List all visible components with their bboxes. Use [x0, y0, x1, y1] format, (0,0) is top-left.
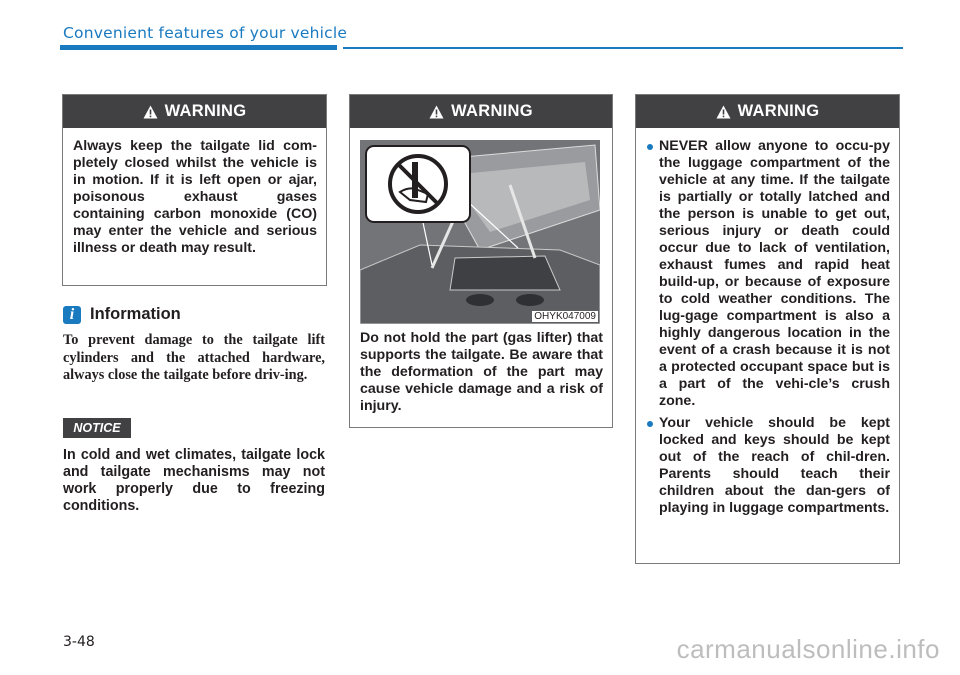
warning-text: Always keep the tailgate lid com-pletely closed whilst the vehicle is in motion. If it is left open or ajar, poisonous exhaust gases containing carbon monoxide (CO) may enter the vehicle and serious illness or death may result.	[73, 138, 317, 256]
notice-label: NOTICE	[63, 418, 131, 438]
warning-header	[350, 95, 612, 128]
information-icon: i	[63, 306, 81, 324]
warning-triangle-icon	[143, 105, 158, 119]
warning-label: WARNING	[164, 102, 247, 120]
warning-bullets	[636, 128, 899, 532]
warning-header	[63, 95, 326, 128]
warning-header	[636, 95, 899, 128]
tailgate-illustration	[360, 140, 600, 324]
bullet-item: Your vehicle should be kept locked and keys should be kept out of the reach of chil-dren. Parents should teach their children about the dan-gers of playing in luggage compartments.	[646, 415, 890, 517]
warning-box-luggage	[635, 94, 900, 564]
bullet-item: NEVER allow anyone to occu-py the luggage compartment of the vehicle at any time. If the tailgate is partially or totally latched and the person is unable to get out, serious injury or death could occur due to lack of ventilation, exhaust fumes and rapid heat build-up, or because of exposure to cold weather conditions. The lug-gage compartment is also a highly dangerous location in the event of a crash because it is not a protected occupant space but is a part of the vehi-cle’s crush zone.	[646, 138, 890, 410]
page-number: 3-48	[63, 634, 95, 650]
information-title: Information	[90, 305, 181, 323]
warning-box-gas-lifter	[349, 94, 613, 428]
figure-code: OHYK047009	[534, 311, 596, 322]
warning-label: WARNING	[451, 102, 533, 120]
section-title: Convenient features of your vehicle	[63, 24, 348, 42]
information-heading	[63, 305, 181, 324]
information-text: To prevent damage to the tailgate lift cylinders and the attached hardware, always close the tailgate before driv-ing.	[63, 332, 325, 383]
header-rule-thick	[60, 45, 337, 50]
header-rule-thin	[343, 47, 903, 49]
warning-triangle-icon	[429, 105, 444, 119]
warning-box-exhaust	[62, 94, 327, 286]
warning-text: Do not hold the part (gas lifter) that supports the tailgate. Be aware that the deformation of the part may cause vehicle damage and a risk of injury.	[360, 330, 603, 414]
warning-label: WARNING	[737, 102, 820, 120]
warning-triangle-icon	[716, 105, 731, 119]
watermark: carmanualsonline.info	[676, 634, 940, 664]
notice-text: In cold and wet climates, tailgate lock and tailgate mechanisms may not work properly due to freezing conditions.	[63, 447, 325, 514]
